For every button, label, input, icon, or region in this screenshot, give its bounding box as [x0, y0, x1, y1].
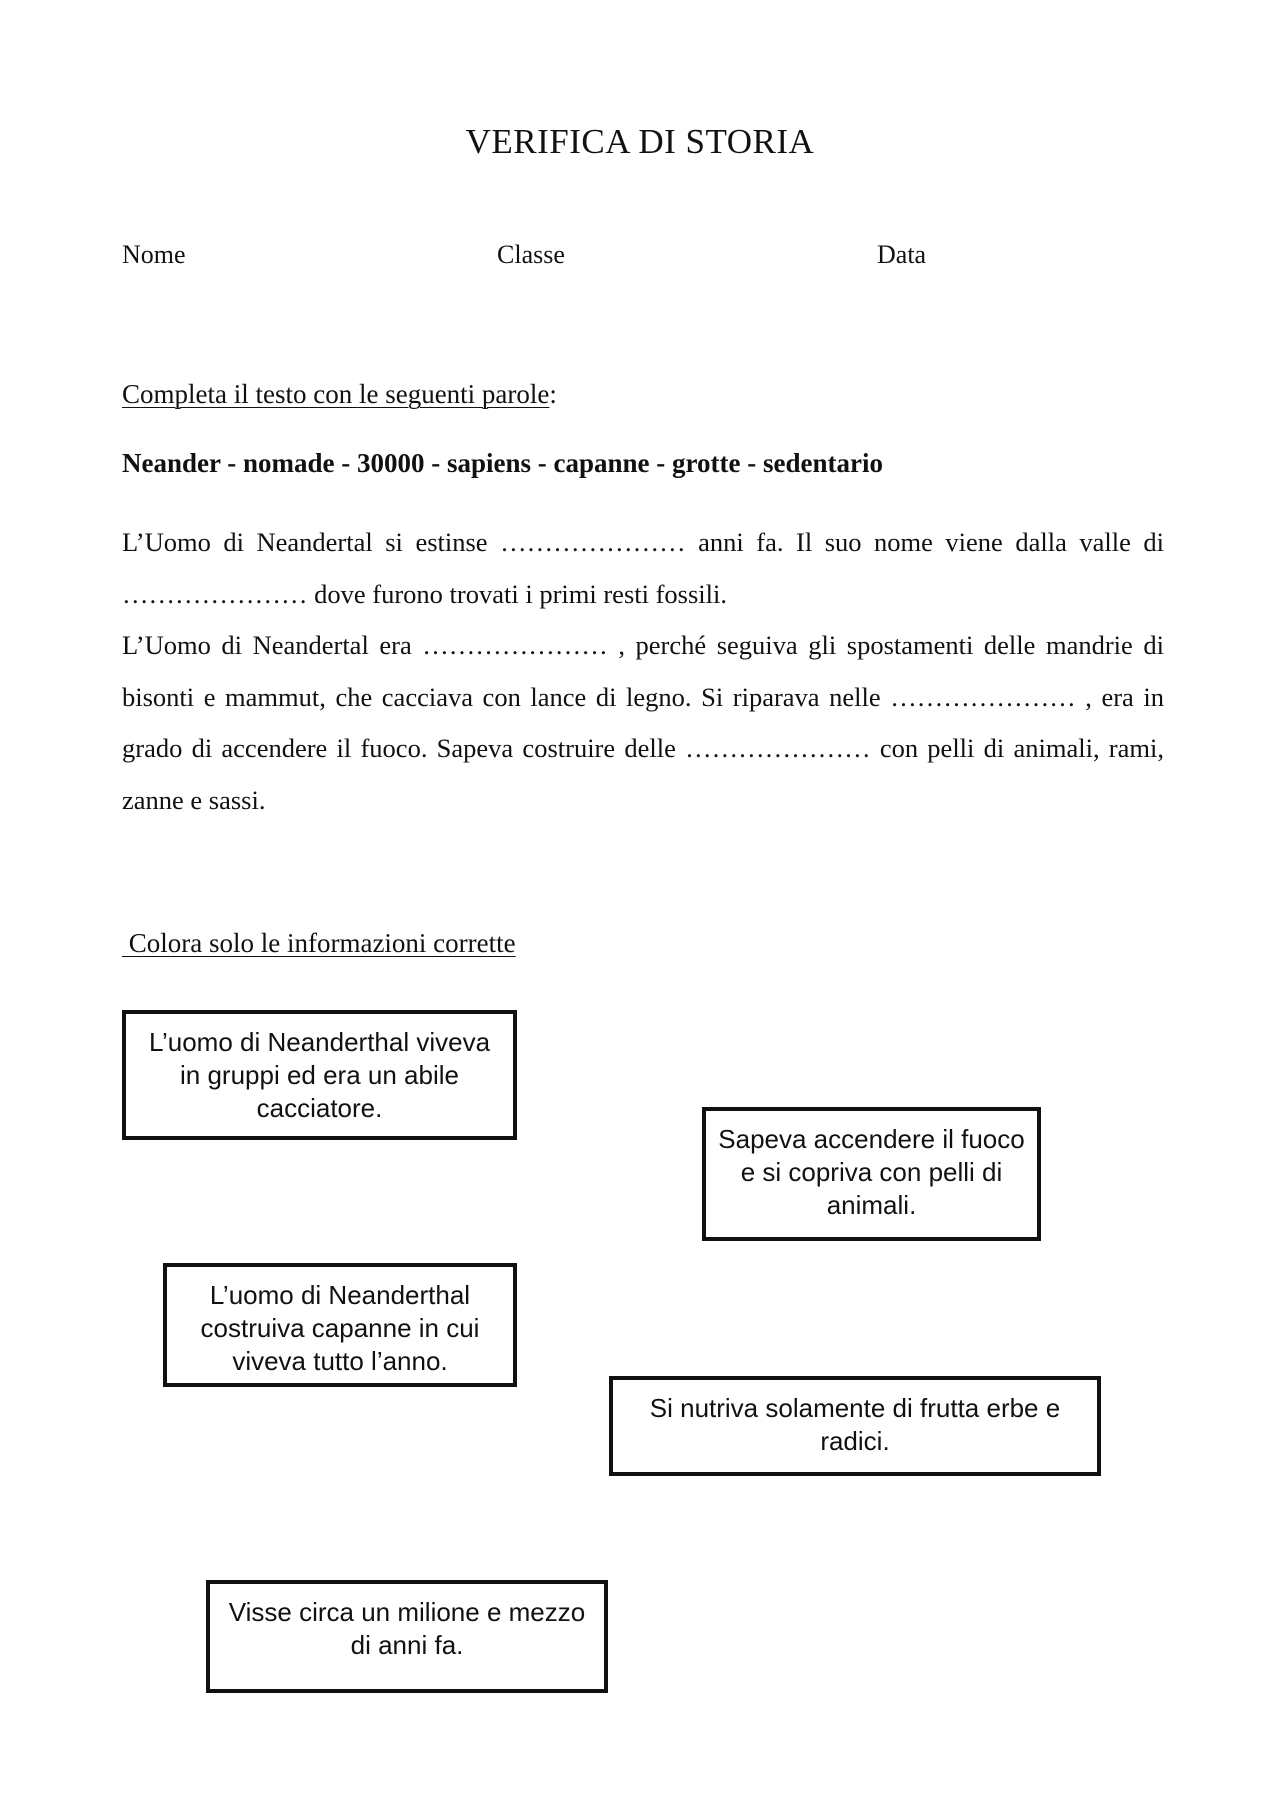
word-bank: Neander - nomade - 30000 - sapiens - capanne - grotte - sedentario — [122, 448, 883, 478]
cloze-paragraph-1: L’Uomo di Neandertal si estinse ………………… anni fa. Il suo nome viene dalla valle di ………………… dove furono trovati i primi resti fossili. — [122, 527, 1164, 609]
exercise1-instruction-text: Completa il testo con le seguenti parole — [122, 379, 550, 409]
exercise2-instruction-text: Colora solo le informazioni corrette — [122, 928, 516, 958]
cloze-passage — [122, 517, 1164, 826]
date-field-label: Data — [877, 240, 927, 269]
page-title: VERIFICA DI STORIA — [465, 122, 815, 161]
exercise1-instruction-colon: : — [549, 379, 557, 409]
class-field-label: Classe — [497, 240, 565, 269]
statement-box-diet[interactable]: Si nutriva solamente di frutta erbe e radici. — [609, 1376, 1101, 1476]
statement-box-hunter[interactable]: L’uomo di Neanderthal viveva in gruppi ed era un abile cacciatore. — [122, 1010, 517, 1140]
exercise1-instruction — [122, 379, 557, 410]
statement-box-huts[interactable]: L’uomo di Neanderthal costruiva capanne in cui viveva tutto l’anno. — [163, 1263, 517, 1387]
exercise2-instruction — [122, 928, 516, 959]
statement-box-age[interactable]: Visse circa un milione e mezzo di anni fa. — [206, 1580, 608, 1693]
statement-box-fire[interactable]: Sapeva accendere il fuoco e si copriva con pelli di animali. — [702, 1107, 1041, 1241]
name-field-label: Nome — [122, 240, 186, 269]
cloze-paragraph-2: L’Uomo di Neandertal era ………………… , perché seguiva gli spostamenti delle mandrie di bisonti e mammut, che cacciava con lance di legno. Si riparava nelle ………………… , era in grado di accendere il fuoco. Sapeva costruire delle ………………… con pelli di animali, rami, zanne e sassi. — [122, 630, 1164, 815]
